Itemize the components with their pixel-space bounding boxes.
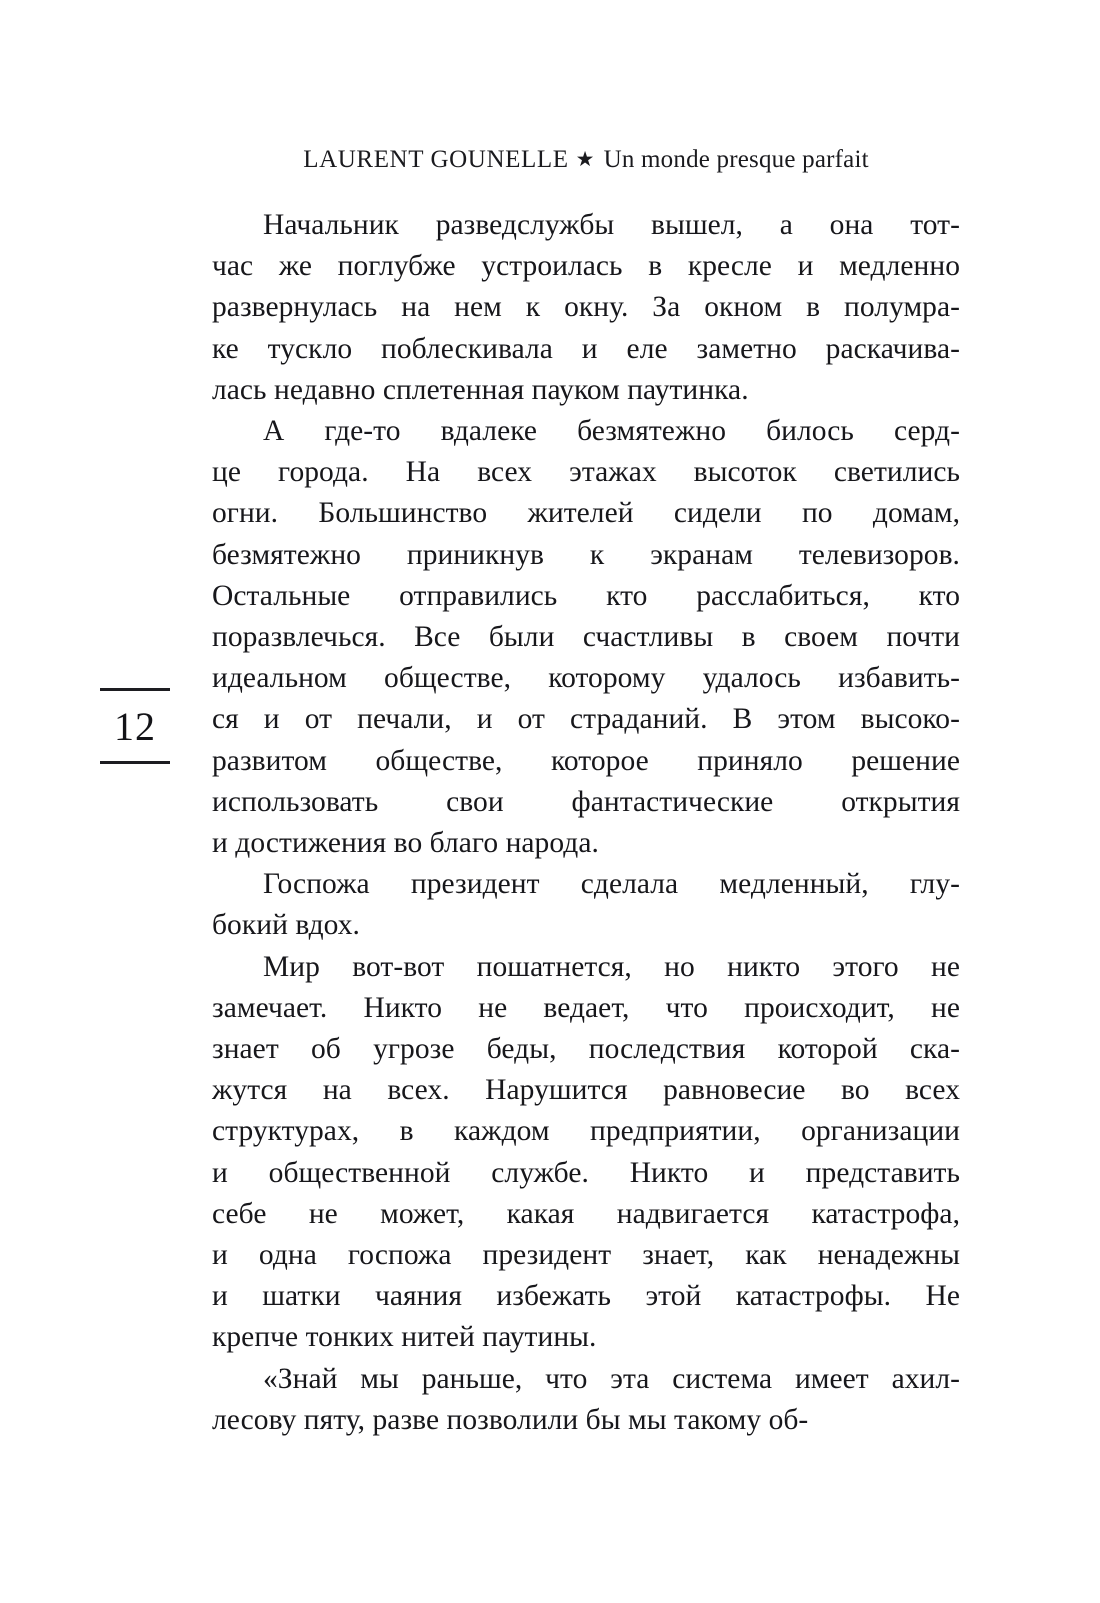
- text-line: и одна госпожа президент знает, как ненадежны: [212, 1239, 960, 1272]
- text-line: использовать свои фантастические открытия: [212, 785, 960, 818]
- text-line: и шатки чаяния избежать этой катастрофы. Не: [212, 1280, 960, 1313]
- text-line: структурах, в каждом предприятии, организации: [212, 1115, 960, 1148]
- paragraph: [212, 947, 960, 1359]
- text-line: огни. Большинство жителей сидели по домам,: [212, 497, 960, 530]
- page-number: 12: [114, 704, 156, 749]
- paragraph: [212, 411, 960, 864]
- page-number-block: [100, 688, 170, 764]
- running-head-title: Un monde presque parfait: [603, 146, 869, 173]
- text-line: час же поглубже устроилась в кресле и медленно: [212, 250, 960, 283]
- text-line: бокий вдох.: [212, 909, 360, 942]
- text-line: ся и от печали, и от страданий. В этом высоко-: [212, 703, 960, 736]
- text-line: лась недавно сплетенная пауком паутинка.: [212, 373, 749, 406]
- text-line: «Знай мы раньше, что эта система имеет ахил-: [263, 1362, 960, 1395]
- text-line: знает об угрозе беды, последствия которой ска-: [212, 1033, 960, 1066]
- text-line: жутся на всех. Нарушится равновесие во всех: [212, 1074, 960, 1107]
- body-text-column: [212, 205, 960, 1441]
- running-head-author: LAURENT GOUNELLE: [303, 146, 569, 173]
- text-line: и достижения во благо народа.: [212, 827, 599, 860]
- text-line: поразвлечься. Все были счастливы в своем почти: [212, 621, 960, 654]
- text-line: крепче тонких нитей паутины.: [212, 1321, 597, 1354]
- star-icon: ★: [575, 147, 595, 171]
- text-line: лесову пяту, разве позволили бы мы такому об-: [212, 1403, 809, 1436]
- text-line: безмятежно приникнув к экранам телевизоров.: [212, 538, 960, 571]
- text-line: Остальные отправились кто расслабиться, кто: [212, 579, 960, 612]
- text-line: и общественной службе. Никто и представить: [212, 1156, 960, 1189]
- paragraph: [212, 1359, 960, 1441]
- text-line: замечает. Никто не ведает, что происходит, не: [212, 991, 960, 1024]
- text-line: развитом обществе, которое приняло решение: [212, 744, 960, 777]
- folio-rule-bottom: [100, 761, 170, 764]
- paragraph: [212, 864, 960, 946]
- text-line: развернулась на нем к окну. За окном в полумра-: [212, 291, 960, 324]
- text-line: Начальник разведслужбы вышел, а она тот-: [263, 209, 960, 241]
- text-line: ке тускло поблескивала и еле заметно раскачива-: [212, 332, 960, 365]
- text-line: це города. На всех этажах высоток светились: [212, 456, 960, 489]
- text-line: себе не может, какая надвигается катастрофа,: [212, 1197, 960, 1230]
- text-line: идеальном обществе, которому удалось избавить-: [212, 662, 960, 695]
- text-line: Мир вот-вот пошатнется, но никто этого не: [263, 950, 960, 983]
- text-line: Госпожа президент сделала медленный, глу-: [263, 868, 960, 901]
- text-line: А где-то вдалеке безмятежно билось серд-: [263, 415, 960, 448]
- folio-rule-top: [100, 688, 170, 691]
- paragraph: [212, 205, 960, 411]
- running-head: [212, 146, 960, 174]
